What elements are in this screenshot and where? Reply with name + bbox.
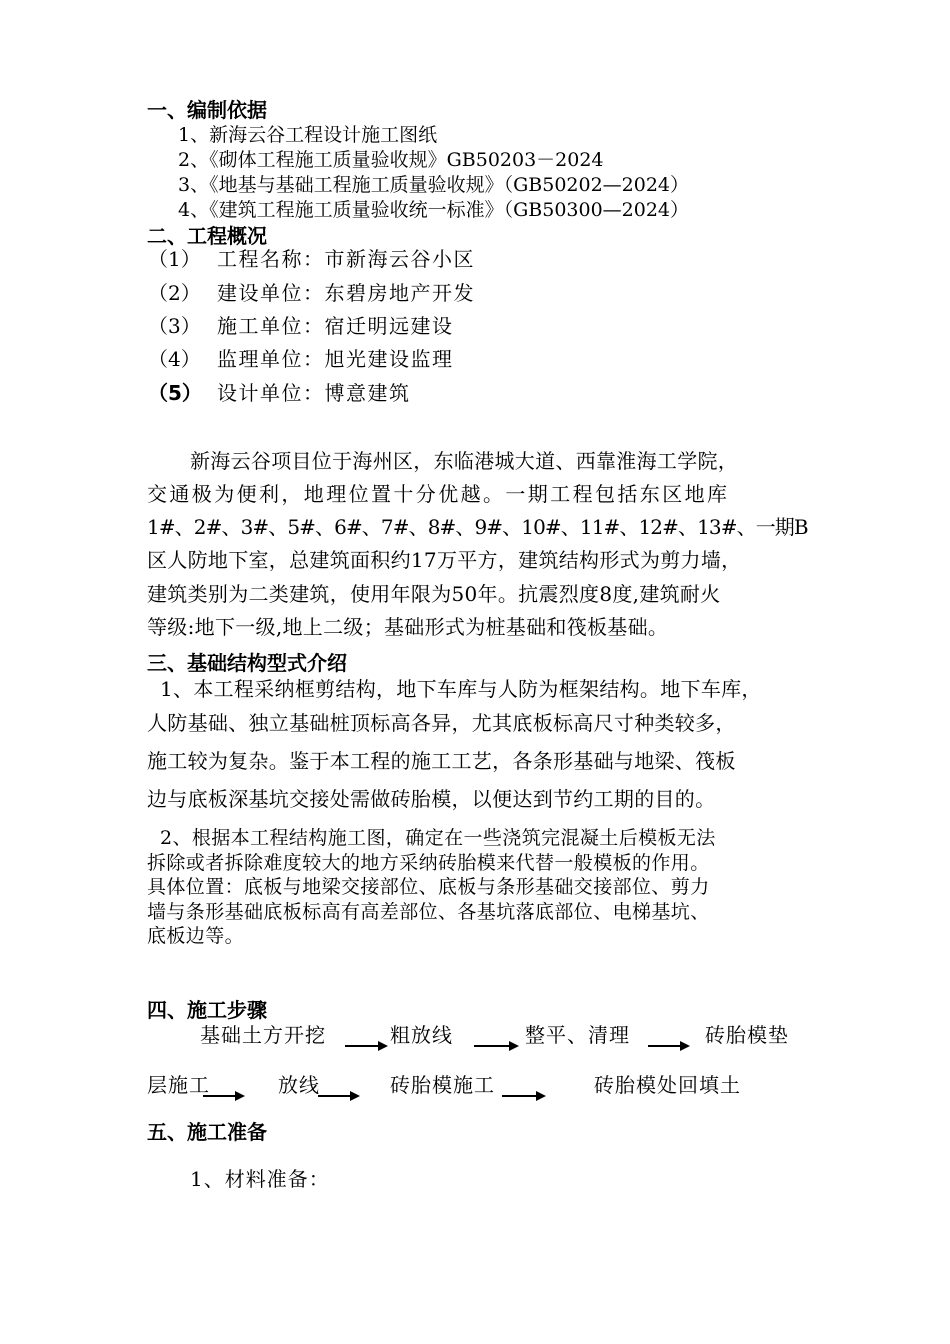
basis-item-3: 3、《地基与基础工程施工质量验收规》（GB50202—2024） [178, 174, 690, 196]
step-label: 整平、清理 [525, 1023, 630, 1047]
overview-para-line: 区人防地下室，总建筑面积约17万平方，建筑结构形式为剪力墙， [147, 548, 742, 572]
section-heading-steps: 四、施工步骤 [147, 998, 267, 1022]
section-heading-basis: 一、编制依据 [147, 98, 267, 122]
step-label: 粗放线 [390, 1023, 453, 1047]
overview-num-3: （3） [148, 314, 201, 338]
structure-para2-line: 具体位置：底板与地梁交接部位、底板与条形基础交接部位、剪力 [147, 876, 710, 898]
step-label: 砖胎模垫 [705, 1023, 789, 1047]
overview-num-4: （4） [148, 347, 201, 371]
basis-item-4: 4、《建筑工程施工质量验收统一标准》（GB50300—2024） [178, 199, 690, 221]
step-label: 放线 [278, 1073, 320, 1097]
right-arrow-icon [203, 1089, 245, 1103]
right-arrow-icon [345, 1039, 388, 1053]
overview-num-2: （2） [148, 281, 201, 305]
overview-num-1: （1） [148, 247, 201, 271]
step-label: 砖胎模处回填土 [594, 1073, 741, 1097]
right-arrow-icon [502, 1089, 546, 1103]
structure-para2-line: 2、根据本工程结构施工图，确定在一些浇筑完混凝土后模板无法 [160, 827, 716, 849]
overview-para-line: 建筑类别为二类建筑，使用年限为50年。抗震烈度8度,建筑耐火 [147, 582, 721, 606]
right-arrow-icon [648, 1039, 690, 1053]
basis-item-2: 2、《砌体工程施工质量验收规》GB50203－2024 [178, 149, 604, 171]
step-label: 砖胎模施工 [390, 1073, 495, 1097]
structure-para1-line: 边与底板深基坑交接处需做砖胎模，以便达到节约工期的目的。 [147, 787, 716, 811]
section-heading-overview: 二、工程概况 [147, 224, 267, 248]
overview-para-line: 等级:地下一级,地上二级；基础形式为桩基础和筏板基础。 [147, 615, 669, 639]
overview-item-4: 监理单位：旭光建设监理 [217, 347, 454, 371]
right-arrow-icon [318, 1089, 360, 1103]
structure-para2-line: 墙与条形基础底板标高有高差部位、各基坑落底部位、电梯基坑、 [147, 901, 710, 923]
section-heading-structure: 三、基础结构型式介绍 [147, 651, 347, 675]
section-heading-preparation: 五、施工准备 [147, 1120, 267, 1144]
basis-item-1: 1、新海云谷工程设计施工图纸 [178, 124, 438, 146]
preparation-item-1: 1、材料准备： [190, 1167, 330, 1191]
overview-item-1: 工程名称：市新海云谷小区 [217, 247, 475, 271]
structure-para1-line: 施工较为复杂。鉴于本工程的施工工艺，各条形基础与地梁、筏板 [147, 749, 736, 773]
overview-para-line: 交通极为便利，地理位置十分优越。一期工程包括东区地库 [147, 482, 730, 506]
structure-para1-line: 1、本工程采纳框剪结构，地下车库与人防为框架结构。地下车库， [160, 677, 762, 701]
overview-para-line: 1#、2#、3#、5#、6#、7#、8#、9#、10#、11#、12#、13#、一期B [147, 515, 808, 539]
structure-para2-line: 底板边等。 [147, 925, 245, 947]
overview-para-line: 新海云谷项目位于海州区，东临港城大道、西靠淮海工学院， [190, 449, 739, 473]
overview-item-5: 设计单位：博意建筑 [217, 381, 411, 405]
overview-item-3: 施工单位：宿迁明远建设 [217, 314, 454, 338]
right-arrow-icon [474, 1039, 519, 1053]
overview-num-5: （5） [148, 381, 202, 405]
structure-para1-line: 人防基础、独立基础桩顶标高各异，尤其底板标高尺寸种类较多， [147, 711, 736, 735]
structure-para2-line: 拆除或者拆除难度较大的地方采纳砖胎模来代替一般模板的作用。 [147, 852, 710, 874]
step-label: 基础土方开挖 [200, 1023, 326, 1047]
overview-item-2: 建设单位：东碧房地产开发 [217, 281, 475, 305]
step-label: 层施工 [147, 1073, 210, 1097]
